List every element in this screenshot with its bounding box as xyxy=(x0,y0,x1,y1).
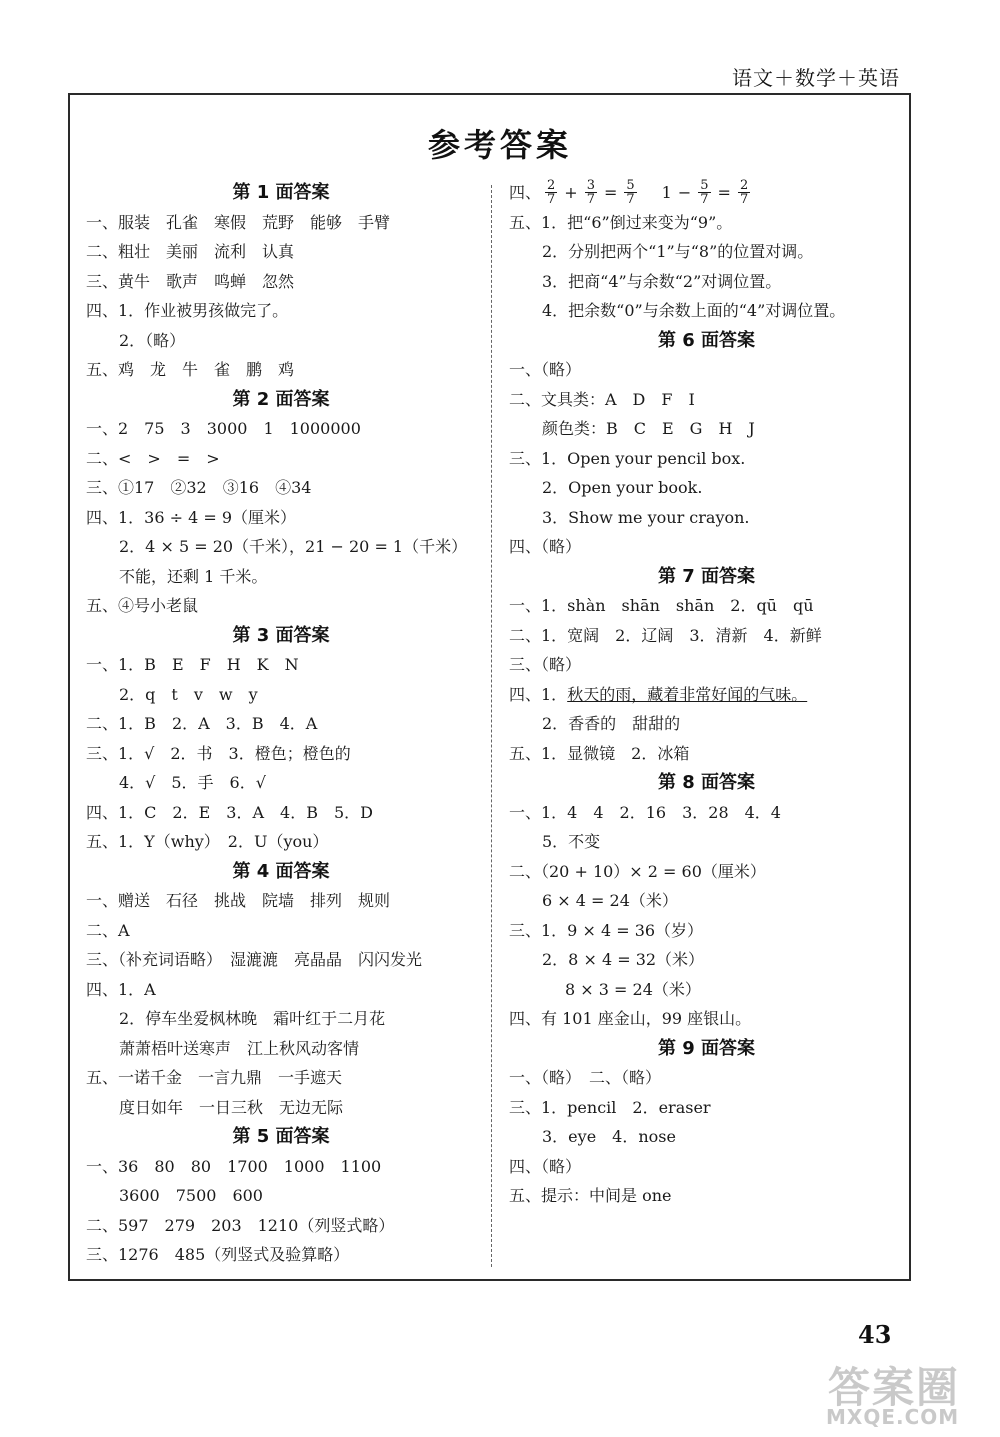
left-column xyxy=(86,178,476,1270)
fraction xyxy=(738,179,750,206)
answer-line: 五、1．把“6”倒过来变为“9”。 xyxy=(509,212,733,232)
answer-line: 二、A xyxy=(86,920,130,940)
fraction xyxy=(545,179,557,206)
answer-line: 四、1．36 ÷ 4 = 9（厘米） xyxy=(86,507,297,527)
answer-line: 8 × 3 = 24（米） xyxy=(565,979,701,999)
math-symbol: 1 xyxy=(661,183,672,202)
answer-line: 三、1．√ 2．书 3．橙色；橙色的 xyxy=(86,743,351,763)
answer-line: 四、1．C 2．E 3．A 4．B 5．D xyxy=(86,802,373,822)
answer-line: 二、粗壮 美丽 流利 认真 xyxy=(86,242,295,261)
answer-line: 一、赠送 石径 挑战 院墙 排列 规则 xyxy=(86,891,391,910)
answer-line: 五、提示：中间是 one xyxy=(509,1186,672,1205)
right-column xyxy=(509,178,904,1211)
answer-line: 一、1．4 4 2．16 3．28 4．4 xyxy=(509,802,781,822)
fraction-answer-line xyxy=(509,178,904,208)
answer-line: 五、鸡 龙 牛 雀 鹏 鸡 xyxy=(86,360,295,379)
section-heading: 第 7 面答案 xyxy=(657,565,756,587)
answer-line: 五、一诺千金 一言九鼎 一手遮天 xyxy=(86,1068,343,1087)
answer-line: 四、1．A xyxy=(86,979,156,999)
answer-line: 五、④号小老鼠 xyxy=(86,596,199,615)
answer-line: 五、1．Y（why） 2．U（you） xyxy=(86,832,329,851)
answer-line xyxy=(509,680,904,710)
fraction-numerator: 5 xyxy=(626,178,635,194)
answer-line: 一、服装 孔雀 寒假 荒野 能够 手臂 xyxy=(86,212,391,232)
answer-line: 三、（补充词语略） 湿漉漉 亮晶晶 闪闪发光 xyxy=(86,950,423,969)
answer-line: 五、1．显微镜 2．冰箱 xyxy=(509,743,690,763)
answer-line: 三、1．Open your pencil box. xyxy=(509,448,746,468)
answer-line: 3．把商“4”与余数“2”对调位置。 xyxy=(542,271,782,291)
fraction-numerator: 2 xyxy=(547,178,556,194)
math-symbol: + xyxy=(564,183,578,202)
fraction-denominator: 7 xyxy=(700,192,709,208)
answer-line: 二、1．B 2．A 3．B 4．A xyxy=(86,714,318,733)
fraction-denominator: 7 xyxy=(586,192,595,208)
column-divider xyxy=(491,185,492,1267)
fraction xyxy=(698,179,710,206)
math-symbol: = xyxy=(603,183,618,202)
watermark-text: 答案圈 xyxy=(828,1363,961,1412)
answer-line: 二、（20 + 10）× 2 = 60（厘米） xyxy=(509,861,766,881)
answer-line: 2．Open your book. xyxy=(542,478,703,497)
section-heading: 第 5 面答案 xyxy=(232,1126,330,1147)
section-heading: 第 9 面答案 xyxy=(657,1037,756,1059)
answer-line: 四、（略） xyxy=(509,1156,582,1176)
answer-line: 2．香香的 甜甜的 xyxy=(542,714,681,733)
answer-line: 4．√ 5．手 6．√ xyxy=(119,773,266,792)
answer-line: 三、1276 485（列竖式及验算略） xyxy=(86,1245,350,1264)
math-symbol: = xyxy=(717,183,731,202)
fraction-numerator: 5 xyxy=(700,178,709,194)
answer-line: 三、1．pencil 2．eraser xyxy=(509,1097,711,1117)
answer-line: 不能，还剩 1 千米。 xyxy=(119,566,268,586)
subject-header: 语文＋数学＋英语 xyxy=(732,66,900,90)
answer-line: 三、1．9 × 4 = 36（岁） xyxy=(509,920,704,940)
section-heading: 第 8 面答案 xyxy=(657,772,756,793)
answer-line: 颜色类：B C E G H J xyxy=(542,419,755,438)
fraction-line-prefix: 四、 xyxy=(509,183,542,202)
section-heading: 第 6 面答案 xyxy=(657,329,756,351)
answer-line: 二、597 279 203 1210（列竖式略） xyxy=(86,1215,395,1235)
answer-line: 2．分别把两个“1”与“8”的位置对调。 xyxy=(542,242,814,261)
answer-line: 2．8 × 4 = 32（米） xyxy=(542,950,705,969)
answer-line: 度日如年 一日三秋 无边无际 xyxy=(119,1097,344,1117)
answer-line: 一、36 80 80 1700 1000 1100 xyxy=(86,1156,382,1176)
answer-line: 一、1．shàn shān shān 2．qū qū xyxy=(509,596,814,615)
fraction-denominator: 7 xyxy=(547,192,556,208)
section-heading: 第 1 面答案 xyxy=(232,182,330,203)
answer-line: 二、< > = > xyxy=(86,448,220,468)
fraction xyxy=(624,179,636,206)
answer-line: 3．Show me your crayon. xyxy=(542,507,750,527)
answer-line: 一、1．B E F H K N xyxy=(86,655,299,674)
answer-line: 二、1．宽阔 2．辽阔 3．清新 4．新鲜 xyxy=(509,625,822,645)
answer-line: 四、（略） xyxy=(509,537,582,556)
math-symbol: − xyxy=(677,183,692,202)
fraction-denominator: 7 xyxy=(626,192,635,208)
answer-line: 三、①17 ②32 ③16 ④34 xyxy=(86,478,312,497)
fraction-numerator: 3 xyxy=(586,178,595,194)
answer-line: 2．（略） xyxy=(119,330,186,350)
underlined-answer: 秋天的雨，藏着非常好闻的气味。 xyxy=(567,684,808,704)
answer-line: 2．4 × 5 = 20（千米），21 − 20 = 1（千米） xyxy=(119,537,468,556)
answer-line: 四、有 101 座金山，99 座银山。 xyxy=(509,1009,752,1028)
page-number: 43 xyxy=(858,1320,892,1349)
fraction-denominator: 7 xyxy=(739,192,749,208)
answer-line: 萧萧梧叶送寒声 江上秋风动客情 xyxy=(119,1038,360,1058)
answer-line: 四、1．作业被男孩做完了。 xyxy=(86,301,289,320)
answer-line: 3600 7500 600 xyxy=(119,1186,263,1205)
section-heading: 第 4 面答案 xyxy=(232,860,330,882)
answer-line: 3．eye 4．nose xyxy=(542,1127,676,1146)
answer-line-prefix: 四、1． xyxy=(509,684,568,704)
section-heading: 第 3 面答案 xyxy=(232,624,330,646)
answer-line: 三、（略） xyxy=(509,655,582,674)
section-heading: 第 2 面答案 xyxy=(232,388,330,410)
answer-line: 二、文具类：A D F I xyxy=(509,389,695,409)
answer-line: 一、（略） xyxy=(509,360,582,379)
watermark-url: MXQE.COM xyxy=(826,1405,960,1429)
watermark-logo xyxy=(822,1355,992,1433)
answer-line: 三、黄牛 歌声 鸣蝉 忽然 xyxy=(86,271,295,291)
answer-line: 2．q t v w y xyxy=(119,684,258,704)
answer-line: 5．不变 xyxy=(542,832,601,851)
answer-line: 一、2 75 3 3000 1 1000000 xyxy=(86,419,361,438)
page-title: 参考答案 xyxy=(427,126,572,164)
fraction xyxy=(585,179,597,206)
answer-line: 一、（略） 二、（略） xyxy=(509,1068,662,1087)
answer-line: 6 × 4 = 24（米） xyxy=(542,891,678,910)
answer-line: 2．停车坐爱枫林晚 霜叶红于二月花 xyxy=(119,1009,386,1028)
answer-line: 4．把余数“0”与余数上面的“4”对调位置。 xyxy=(542,301,846,320)
fraction-numerator: 2 xyxy=(739,178,749,194)
